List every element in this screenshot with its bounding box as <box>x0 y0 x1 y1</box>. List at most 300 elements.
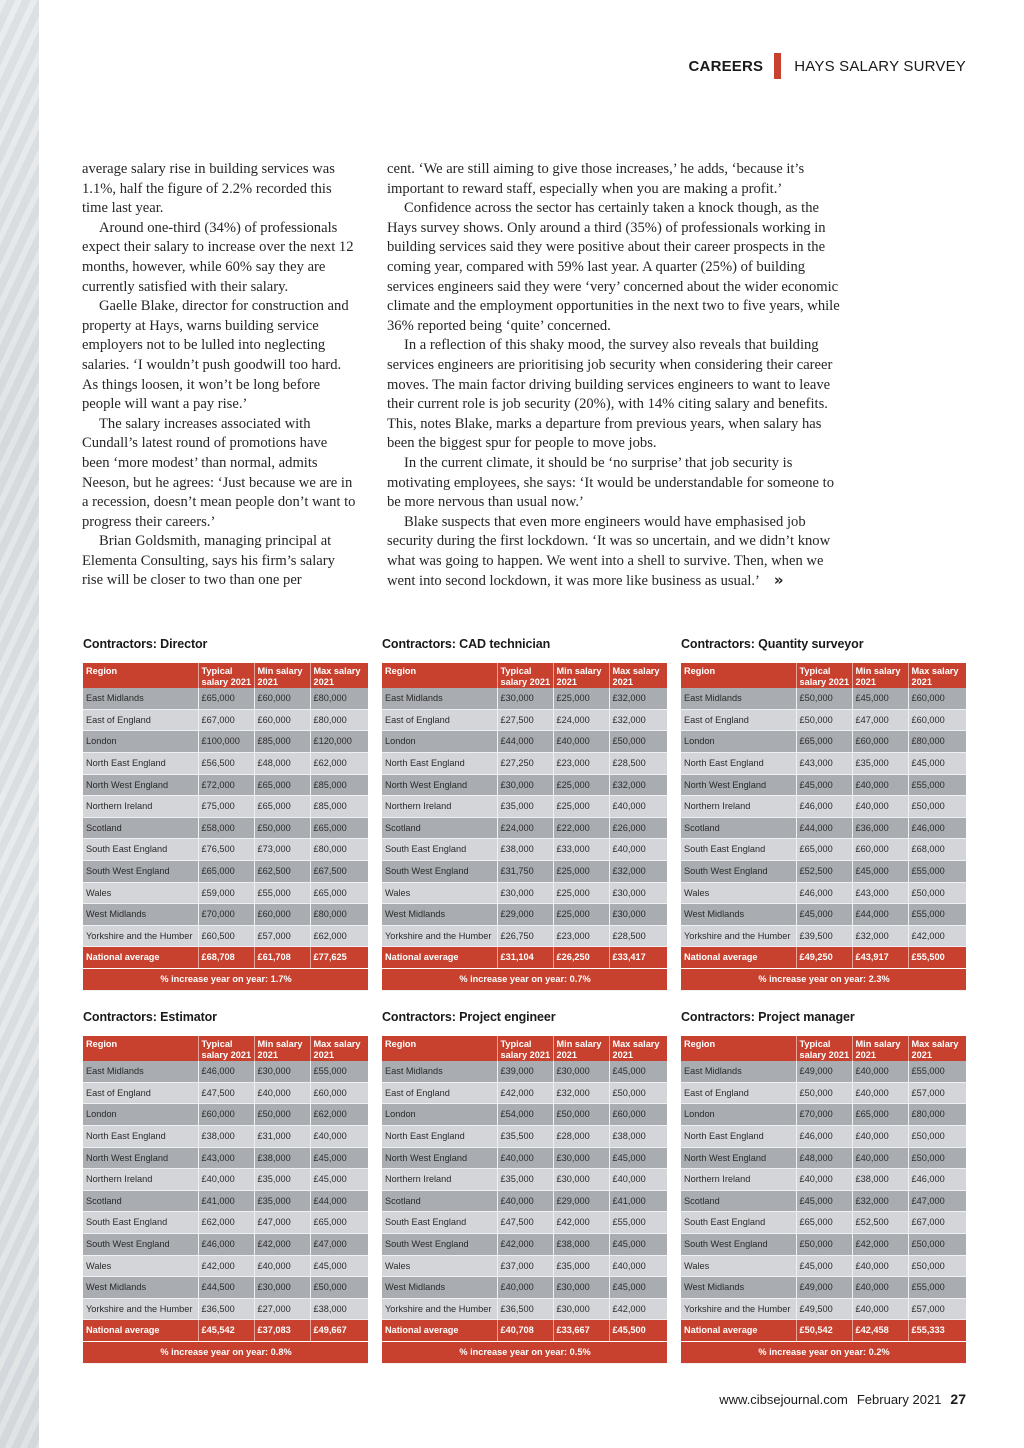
average-label: National average <box>382 1320 497 1342</box>
salary-cell: £45,000 <box>796 774 852 796</box>
salary-cell: £40,000 <box>852 1147 908 1169</box>
region-cell: London <box>681 1104 796 1126</box>
region-cell: South East England <box>382 1212 497 1234</box>
yearly-increase-row <box>83 968 368 990</box>
table-title: Contractors: Quantity surveyor <box>681 637 864 651</box>
region-cell: North East England <box>681 752 796 774</box>
column-header-typical: Typical salary 2021 <box>796 663 852 688</box>
footer-url: www.cibsejournal.com <box>719 1392 848 1407</box>
salary-cell: £43,000 <box>852 882 908 904</box>
paragraph-text: Gaelle Blake, director for construction and property at Hays, warns building service employers not to be lulled into neglecting salaries. ‘I wouldn’t push goodwill too hard. As things loosen, it won’t be long before people will want a pay rise.’ <box>82 298 349 413</box>
salary-cell: £35,000 <box>254 1169 310 1191</box>
salary-cell: £55,000 <box>908 774 966 796</box>
salary-cell: £38,000 <box>254 1147 310 1169</box>
region-cell: Wales <box>681 1255 796 1277</box>
salary-cell: £80,000 <box>908 1104 966 1126</box>
salary-cell: £42,000 <box>497 1082 553 1104</box>
salary-cell: £32,000 <box>852 1190 908 1212</box>
national-average-row <box>83 1320 368 1342</box>
salary-cell: £50,000 <box>553 1104 609 1126</box>
salary-cell: £40,000 <box>852 1298 908 1320</box>
salary-cell: £73,000 <box>254 839 310 861</box>
table-row <box>382 774 667 796</box>
salary-cell: £46,000 <box>908 817 966 839</box>
salary-cell: £60,500 <box>198 925 254 947</box>
table-row <box>681 1233 966 1255</box>
average-value: £31,104 <box>497 947 553 969</box>
table-row <box>83 709 368 731</box>
table-row <box>83 1082 368 1104</box>
yearly-increase-text: % increase year on year: 1.7% <box>83 968 368 990</box>
salary-cell: £46,000 <box>796 796 852 818</box>
salary-cell: £50,000 <box>908 1125 966 1147</box>
salary-cell: £47,000 <box>908 1190 966 1212</box>
average-value: £61,708 <box>254 947 310 969</box>
salary-cell: £65,000 <box>796 731 852 753</box>
salary-cell: £85,000 <box>310 774 368 796</box>
yearly-increase-text: % increase year on year: 0.7% <box>382 968 667 990</box>
salary-cell: £44,000 <box>852 904 908 926</box>
salary-cell: £70,000 <box>198 904 254 926</box>
salary-cell: £48,000 <box>796 1147 852 1169</box>
table-title: Contractors: Project engineer <box>382 1010 556 1024</box>
average-value: £55,500 <box>908 947 966 969</box>
table-row <box>83 1104 368 1126</box>
salary-cell: £32,000 <box>609 860 667 882</box>
region-cell: West Midlands <box>681 904 796 926</box>
salary-cell: £50,000 <box>796 688 852 709</box>
article-paragraph <box>387 513 847 592</box>
table-row <box>382 1190 667 1212</box>
table-row <box>83 1169 368 1191</box>
table-row <box>681 1169 966 1191</box>
article-paragraph <box>387 199 847 336</box>
page-margin-texture <box>0 0 39 1448</box>
section-label: CAREERS <box>688 57 764 75</box>
table-header-row <box>382 1036 667 1061</box>
continue-arrow-icon: » <box>773 571 784 590</box>
salary-cell: £55,000 <box>310 1061 368 1082</box>
region-cell: East Midlands <box>681 1061 796 1082</box>
yearly-increase-text: % increase year on year: 2.3% <box>681 968 966 990</box>
average-label: National average <box>83 947 198 969</box>
table-row <box>382 1147 667 1169</box>
table-row <box>382 860 667 882</box>
region-cell: London <box>382 731 497 753</box>
average-value: £33,667 <box>553 1320 609 1342</box>
region-cell: South East England <box>83 839 198 861</box>
column-header-typical: Typical salary 2021 <box>198 1036 254 1061</box>
column-header-min: Min salary 2021 <box>254 1036 310 1061</box>
table-row <box>681 1104 966 1126</box>
salary-cell: £40,000 <box>310 1125 368 1147</box>
salary-cell: £36,500 <box>497 1298 553 1320</box>
salary-cell: £65,000 <box>310 817 368 839</box>
paragraph-text: In the current climate, it should be ‘no surprise’ that job security is motivating employees, she says: ‘It would be understandable for someone to be more nervous than usual now.’ <box>387 454 835 511</box>
salary-cell: £47,000 <box>310 1233 368 1255</box>
salary-cell: £55,000 <box>908 1061 966 1082</box>
salary-cell: £60,000 <box>254 688 310 709</box>
region-cell: Wales <box>83 1255 198 1277</box>
region-cell: West Midlands <box>83 904 198 926</box>
salary-cell: £55,000 <box>254 882 310 904</box>
table-row <box>681 1147 966 1169</box>
salary-cell: £50,000 <box>254 1104 310 1126</box>
salary-cell: £76,500 <box>198 839 254 861</box>
region-cell: West Midlands <box>681 1277 796 1299</box>
salary-cell: £25,000 <box>553 796 609 818</box>
table-row <box>382 1255 667 1277</box>
region-cell: East of England <box>83 1082 198 1104</box>
salary-cell: £55,000 <box>908 860 966 882</box>
salary-cell: £25,000 <box>553 774 609 796</box>
salary-cell: £40,000 <box>553 731 609 753</box>
salary-cell: £50,000 <box>908 1147 966 1169</box>
salary-cell: £35,000 <box>254 1190 310 1212</box>
salary-cell: £45,000 <box>609 1061 667 1082</box>
table-row <box>382 904 667 926</box>
salary-cell: £60,000 <box>609 1104 667 1126</box>
salary-cell: £47,500 <box>497 1212 553 1234</box>
salary-table-director <box>83 637 368 991</box>
table-row <box>83 904 368 926</box>
average-value: £55,333 <box>908 1320 966 1342</box>
region-cell: London <box>83 731 198 753</box>
salary-cell: £54,000 <box>497 1104 553 1126</box>
salary-cell: £57,000 <box>254 925 310 947</box>
table-row <box>382 817 667 839</box>
salary-cell: £30,000 <box>553 1298 609 1320</box>
table-row <box>382 1169 667 1191</box>
salary-table <box>681 1036 966 1364</box>
salary-cell: £38,000 <box>852 1169 908 1191</box>
salary-cell: £60,000 <box>908 688 966 709</box>
yearly-increase-row <box>681 968 966 990</box>
region-cell: East of England <box>681 1082 796 1104</box>
average-value: £26,250 <box>553 947 609 969</box>
region-cell: Northern Ireland <box>382 796 497 818</box>
salary-cell: £62,000 <box>198 1212 254 1234</box>
table-row <box>83 1298 368 1320</box>
salary-cell: £40,000 <box>254 1082 310 1104</box>
salary-cell: £70,000 <box>796 1104 852 1126</box>
salary-cell: £25,000 <box>553 904 609 926</box>
table-row <box>83 796 368 818</box>
salary-cell: £40,000 <box>852 796 908 818</box>
salary-cell: £36,500 <box>198 1298 254 1320</box>
table-row <box>83 1233 368 1255</box>
average-value: £33,417 <box>609 947 667 969</box>
salary-cell: £39,500 <box>796 925 852 947</box>
table-row <box>681 1255 966 1277</box>
salary-table-project-manager <box>681 1010 966 1364</box>
salary-cell: £68,000 <box>908 839 966 861</box>
table-header-row <box>681 1036 966 1061</box>
salary-cell: £32,000 <box>609 774 667 796</box>
region-cell: North West England <box>382 774 497 796</box>
salary-cell: £44,000 <box>310 1190 368 1212</box>
salary-cell: £23,000 <box>553 752 609 774</box>
salary-cell: £45,000 <box>796 1190 852 1212</box>
salary-cell: £50,000 <box>796 1233 852 1255</box>
table-row <box>83 1212 368 1234</box>
region-cell: Wales <box>382 882 497 904</box>
region-cell: Wales <box>681 882 796 904</box>
salary-cell: £50,000 <box>796 1082 852 1104</box>
average-value: £77,625 <box>310 947 368 969</box>
salary-cell: £33,000 <box>553 839 609 861</box>
table-row <box>681 817 966 839</box>
salary-cell: £35,000 <box>852 752 908 774</box>
salary-cell: £45,000 <box>310 1147 368 1169</box>
average-label: National average <box>681 947 796 969</box>
column-header-min: Min salary 2021 <box>254 663 310 688</box>
column-header-max: Max salary 2021 <box>609 1036 667 1061</box>
table-row <box>382 1298 667 1320</box>
table-header-row <box>83 1036 368 1061</box>
salary-cell: £50,000 <box>908 882 966 904</box>
column-header-typical: Typical salary 2021 <box>497 1036 553 1061</box>
region-cell: Northern Ireland <box>382 1169 497 1191</box>
page-header <box>689 52 967 80</box>
salary-table <box>382 1036 667 1364</box>
region-cell: South West England <box>681 1233 796 1255</box>
region-cell: Yorkshire and the Humber <box>681 1298 796 1320</box>
column-header-typical: Typical salary 2021 <box>497 663 553 688</box>
table-row <box>382 1104 667 1126</box>
salary-cell: £80,000 <box>310 839 368 861</box>
region-cell: South West England <box>83 1233 198 1255</box>
table-row <box>382 1082 667 1104</box>
salary-cell: £40,000 <box>852 1255 908 1277</box>
table-row <box>681 1277 966 1299</box>
table-row <box>681 1212 966 1234</box>
salary-cell: £44,500 <box>198 1277 254 1299</box>
column-header-min: Min salary 2021 <box>852 1036 908 1061</box>
salary-cell: £38,000 <box>553 1233 609 1255</box>
salary-cell: £35,000 <box>497 1169 553 1191</box>
article-paragraph <box>387 336 847 454</box>
table-row <box>382 1125 667 1147</box>
salary-cell: £27,500 <box>497 709 553 731</box>
salary-cell: £50,000 <box>609 731 667 753</box>
table-row <box>83 1061 368 1082</box>
salary-cell: £50,000 <box>254 817 310 839</box>
salary-cell: £30,000 <box>254 1061 310 1082</box>
salary-cell: £50,000 <box>908 1233 966 1255</box>
region-cell: North West England <box>681 774 796 796</box>
column-header-typical: Typical salary 2021 <box>198 663 254 688</box>
region-cell: North West England <box>681 1147 796 1169</box>
salary-cell: £40,000 <box>198 1169 254 1191</box>
yearly-increase-text: % increase year on year: 0.5% <box>382 1341 667 1363</box>
paragraph-text: cent. ‘We are still aiming to give those increases,’ he adds, ‘because it’s important to reward staff, especially when you are making a profit.’ <box>387 161 805 197</box>
salary-cell: £40,000 <box>497 1147 553 1169</box>
header-divider-bar <box>774 53 781 79</box>
salary-cell: £42,000 <box>497 1233 553 1255</box>
article-column-1 <box>82 160 357 591</box>
salary-cell: £65,000 <box>310 1212 368 1234</box>
average-value: £40,708 <box>497 1320 553 1342</box>
table-title: Contractors: Project manager <box>681 1010 855 1024</box>
salary-cell: £85,000 <box>254 731 310 753</box>
salary-table <box>681 663 966 991</box>
region-cell: London <box>83 1104 198 1126</box>
salary-cell: £50,000 <box>609 1082 667 1104</box>
column-header-region: Region <box>382 663 497 688</box>
salary-table-cad-technician <box>382 637 667 991</box>
salary-table-estimator <box>83 1010 368 1364</box>
paragraph-text: The salary increases associated with Cundall’s latest round of promotions have been ‘more modest’ than normal, admits Neeson, but he agrees: ‘Just because we are in a recession, doesn’t mean people don’t want to progress their careers.’ <box>82 415 356 530</box>
table-title: Contractors: CAD technician <box>382 637 551 651</box>
salary-cell: £30,000 <box>497 882 553 904</box>
salary-cell: £40,000 <box>852 1125 908 1147</box>
yearly-increase-text: % increase year on year: 0.2% <box>681 1341 966 1363</box>
article-paragraph <box>82 532 357 591</box>
salary-cell: £45,000 <box>609 1147 667 1169</box>
salary-cell: £47,500 <box>198 1082 254 1104</box>
region-cell: East of England <box>382 709 497 731</box>
salary-cell: £25,000 <box>553 860 609 882</box>
salary-cell: £52,500 <box>796 860 852 882</box>
region-cell: East of England <box>83 709 198 731</box>
salary-cell: £30,000 <box>497 688 553 709</box>
table-row <box>681 796 966 818</box>
salary-cell: £60,000 <box>310 1082 368 1104</box>
salary-cell: £65,000 <box>254 774 310 796</box>
salary-cell: £67,000 <box>908 1212 966 1234</box>
salary-cell: £40,000 <box>497 1277 553 1299</box>
paragraph-text: Blake suspects that even more engineers would have emphasised job security during the first lockdown. ‘It was so uncertain, and we didn’t know what was going to happen. We went into a shell to survive. Then, when we went into second lockdown, it was more like business as usual.’ <box>387 513 831 590</box>
salary-cell: £37,000 <box>497 1255 553 1277</box>
salary-cell: £26,750 <box>497 925 553 947</box>
region-cell: Wales <box>83 882 198 904</box>
salary-cell: £32,000 <box>609 709 667 731</box>
table-row <box>382 796 667 818</box>
column-header-region: Region <box>382 1036 497 1061</box>
salary-cell: £67,500 <box>310 860 368 882</box>
salary-cell: £22,000 <box>553 817 609 839</box>
salary-cell: £57,000 <box>908 1082 966 1104</box>
region-cell: North East England <box>83 752 198 774</box>
yearly-increase-text: % increase year on year: 0.8% <box>83 1341 368 1363</box>
table-row <box>382 731 667 753</box>
salary-cell: £41,000 <box>198 1190 254 1212</box>
salary-cell: £27,250 <box>497 752 553 774</box>
table-row <box>83 1255 368 1277</box>
region-cell: Northern Ireland <box>681 1169 796 1191</box>
salary-cell: £38,000 <box>497 839 553 861</box>
salary-cell: £40,000 <box>609 839 667 861</box>
table-row <box>382 839 667 861</box>
article-paragraph <box>82 160 357 219</box>
table-row <box>681 839 966 861</box>
region-cell: South West England <box>382 1233 497 1255</box>
table-row <box>382 1061 667 1082</box>
salary-cell: £30,000 <box>609 904 667 926</box>
national-average-row <box>382 1320 667 1342</box>
salary-cell: £43,000 <box>198 1147 254 1169</box>
salary-cell: £44,000 <box>497 731 553 753</box>
salary-cell: £65,000 <box>198 860 254 882</box>
national-average-row <box>83 947 368 969</box>
table-row <box>681 1125 966 1147</box>
table-row <box>83 1190 368 1212</box>
average-value: £43,917 <box>852 947 908 969</box>
table-row <box>382 1233 667 1255</box>
salary-cell: £62,000 <box>310 752 368 774</box>
column-header-region: Region <box>681 663 796 688</box>
average-value: £49,250 <box>796 947 852 969</box>
salary-cell: £72,000 <box>198 774 254 796</box>
salary-cell: £62,500 <box>254 860 310 882</box>
table-row <box>382 752 667 774</box>
salary-cell: £40,000 <box>852 1277 908 1299</box>
salary-cell: £40,000 <box>852 1082 908 1104</box>
salary-cell: £60,000 <box>908 709 966 731</box>
region-cell: Yorkshire and the Humber <box>382 1298 497 1320</box>
salary-cell: £43,000 <box>796 752 852 774</box>
salary-cell: £32,000 <box>609 688 667 709</box>
column-header-max: Max salary 2021 <box>310 663 368 688</box>
salary-cell: £30,000 <box>553 1061 609 1082</box>
salary-cell: £45,000 <box>852 688 908 709</box>
salary-cell: £80,000 <box>310 709 368 731</box>
salary-cell: £42,000 <box>254 1233 310 1255</box>
average-value: £45,542 <box>198 1320 254 1342</box>
yearly-increase-row <box>83 1341 368 1363</box>
salary-cell: £28,500 <box>609 925 667 947</box>
salary-table <box>83 1036 368 1364</box>
salary-cell: £52,500 <box>852 1212 908 1234</box>
salary-cell: £39,000 <box>497 1061 553 1082</box>
salary-table-project-engineer <box>382 1010 667 1364</box>
salary-cell: £100,000 <box>198 731 254 753</box>
column-header-max: Max salary 2021 <box>908 1036 966 1061</box>
table-row <box>681 1298 966 1320</box>
table-row <box>83 774 368 796</box>
column-header-max: Max salary 2021 <box>908 663 966 688</box>
table-row <box>382 709 667 731</box>
column-header-region: Region <box>83 1036 198 1061</box>
region-cell: East Midlands <box>382 688 497 709</box>
salary-cell: £55,000 <box>908 1277 966 1299</box>
salary-cell: £60,000 <box>254 904 310 926</box>
region-cell: North East England <box>83 1125 198 1147</box>
column-header-region: Region <box>83 663 198 688</box>
salary-cell: £40,000 <box>852 774 908 796</box>
table-header-row <box>83 663 368 688</box>
salary-cell: £40,000 <box>497 1190 553 1212</box>
salary-cell: £44,000 <box>796 817 852 839</box>
paragraph-text: In a reflection of this shaky mood, the survey also reveals that building services engineers are prioritising job security when considering their career moves. The main factor driving building services engineers to want to leave their current role is job security (20%), with 14% citing salary and benefits. This, notes Blake, marks a departure from previous years, when salary has been the biggest spur for people to move jobs. <box>387 337 833 452</box>
region-cell: Yorkshire and the Humber <box>382 925 497 947</box>
region-cell: Scotland <box>681 1190 796 1212</box>
table-row <box>681 1061 966 1082</box>
salary-cell: £30,000 <box>553 1147 609 1169</box>
salary-cell: £50,000 <box>310 1277 368 1299</box>
table-row <box>83 925 368 947</box>
table-row <box>382 925 667 947</box>
salary-cell: £55,000 <box>609 1212 667 1234</box>
salary-cell: £80,000 <box>908 731 966 753</box>
table-row <box>83 1147 368 1169</box>
salary-cell: £46,000 <box>908 1169 966 1191</box>
salary-cell: £65,000 <box>310 882 368 904</box>
salary-cell: £23,000 <box>553 925 609 947</box>
yearly-increase-row <box>382 968 667 990</box>
region-cell: East Midlands <box>83 1061 198 1082</box>
